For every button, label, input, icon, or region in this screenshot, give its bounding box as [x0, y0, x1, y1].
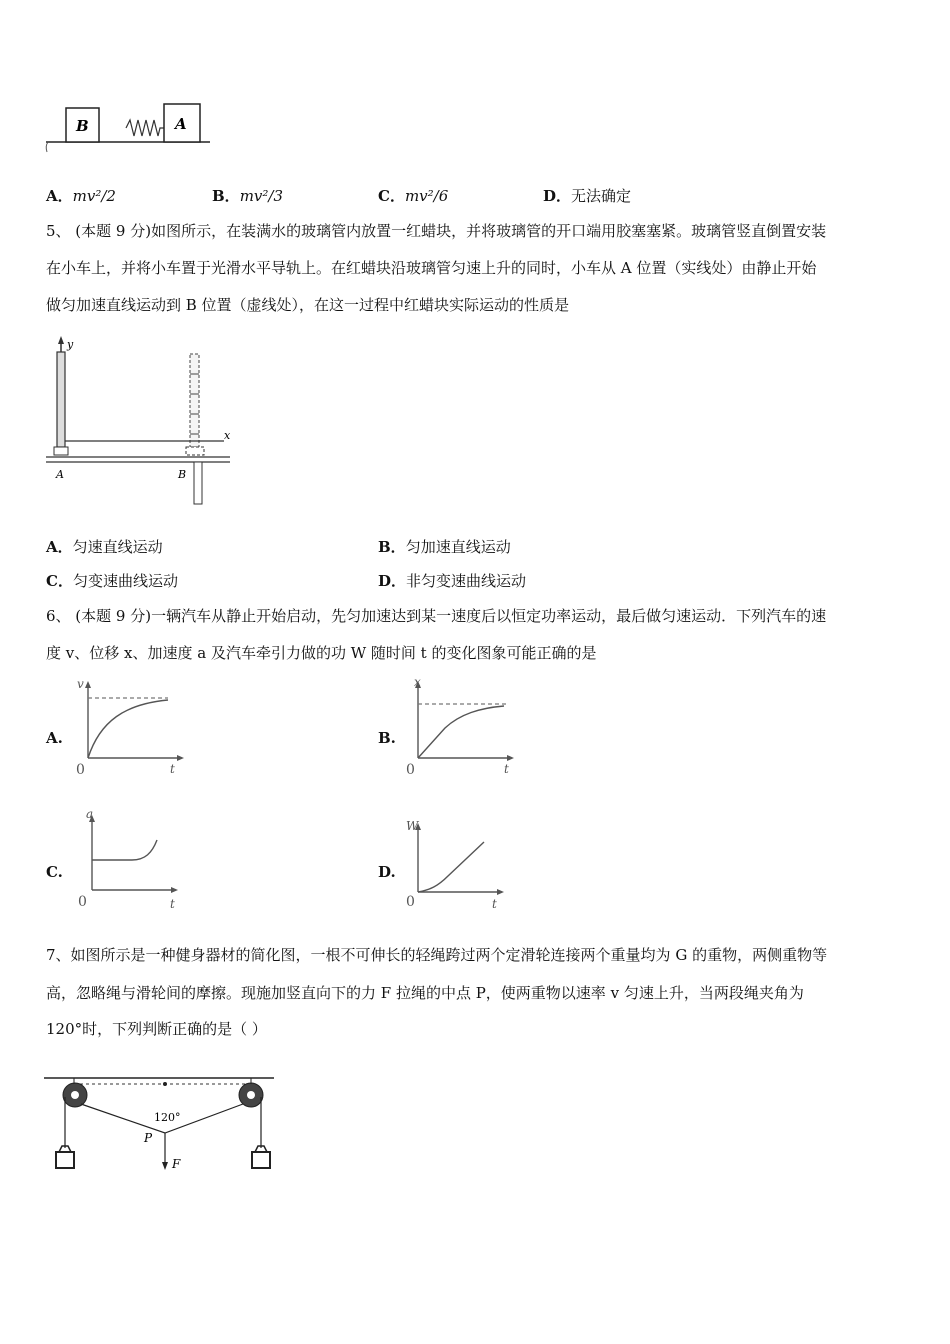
q5-option-c[interactable]: C．匀变速曲线运动: [46, 572, 178, 590]
q6-c-y-axis: a: [86, 807, 94, 821]
q5-option-a[interactable]: A．匀速直线运动: [46, 538, 163, 556]
q4-option-d[interactable]: D．无法确定: [543, 187, 632, 205]
q7-angle-label: 120°: [154, 1111, 181, 1124]
q5-y-label: y: [67, 338, 74, 351]
q6-line-1: 6、 (本题 9 分)一辆汽车从静止开始启动，先匀加速达到某一速度后以恒定功率运动，最后做匀速运动．下列汽车的速: [46, 607, 827, 625]
q5-option-d[interactable]: D．非匀变速曲线运动: [378, 572, 527, 590]
q6-graph-a[interactable]: [70, 676, 190, 776]
right-weight: [252, 1152, 270, 1168]
q6-b-y-axis: x: [414, 675, 421, 689]
q5-figure: [44, 334, 244, 510]
q5-x-label: x: [224, 429, 231, 442]
q6-option-d-label[interactable]: D.: [378, 863, 396, 881]
q5-line-1: 5、 (本题 9 分)如图所示，在装满水的玻璃管内放置一红蜡块，并将玻璃管的开口端用胶塞塞紧。玻璃管竖直倒置安装: [46, 222, 827, 240]
q6-c-origin: 0: [78, 894, 87, 910]
block-a-label: A: [175, 115, 187, 133]
q6-graph-b[interactable]: [400, 676, 520, 776]
q5-a-label: A: [56, 468, 64, 481]
q4-option-c[interactable]: C．mv²/6: [378, 187, 449, 205]
q5-line-3: 做匀加速直线运动到 B 位置（虚线处），在这一过程中红蜡块实际运动的性质是: [46, 296, 570, 314]
q6-graph-c[interactable]: [70, 808, 190, 910]
q4-option-b[interactable]: B．mv²/3: [212, 187, 283, 205]
q5-line-2: 在小车上，并将小车置于光滑水平导轨上。在红蜡块沿玻璃管匀速上升的同时，小车从 A 位置（实线处）由静止开始: [46, 259, 817, 277]
q6-d-x-axis: t: [492, 897, 497, 911]
q4-option-a[interactable]: A．mv²/2: [46, 187, 116, 205]
q7-point-label: P: [144, 1131, 153, 1145]
q6-graph-d[interactable]: [400, 814, 520, 914]
q6-option-c-label[interactable]: C.: [46, 863, 63, 881]
q6-d-origin: 0: [406, 894, 415, 910]
q5-option-b[interactable]: B．匀加速直线运动: [378, 538, 511, 556]
spring: [126, 120, 164, 136]
q6-option-a-label[interactable]: A.: [46, 729, 63, 747]
q6-b-x-axis: t: [504, 762, 509, 776]
q6-a-origin: 0: [76, 762, 85, 778]
q7-line-3: 120°时，下列判断正确的是（ ）: [46, 1020, 267, 1038]
q7-line-2: 高，忽略绳与滑轮间的摩擦。现施加竖直向下的力 F 拉绳的中点 P，使两重物以速率 v 匀速上升，当两段绳夹角为: [46, 984, 804, 1002]
q6-option-b-label[interactable]: B.: [378, 729, 396, 747]
q7-line-1: 7、如图所示是一种健身器材的简化图，一根不可伸长的轻绳跨过两个定滑轮连接两个重量均为 G 的重物，两侧重物等: [46, 946, 828, 964]
q6-b-origin: 0: [406, 762, 415, 778]
q6-c-x-axis: t: [170, 897, 175, 911]
block-b-label: B: [76, 117, 89, 135]
q7-force-label: F: [172, 1157, 181, 1171]
q6-line-2: 度 v、位移 x、加速度 a 及汽车牵引力做的功 W 随时间 t 的变化图象可能正确的是: [46, 644, 597, 662]
left-weight: [56, 1152, 74, 1168]
q6-d-y-axis: W: [406, 819, 419, 833]
q4-figure: [44, 100, 214, 155]
q5-b-label: B: [178, 468, 187, 481]
q6-a-y-axis: v: [77, 677, 84, 691]
q7-figure: [44, 1068, 280, 1178]
q6-a-x-axis: t: [170, 762, 175, 776]
